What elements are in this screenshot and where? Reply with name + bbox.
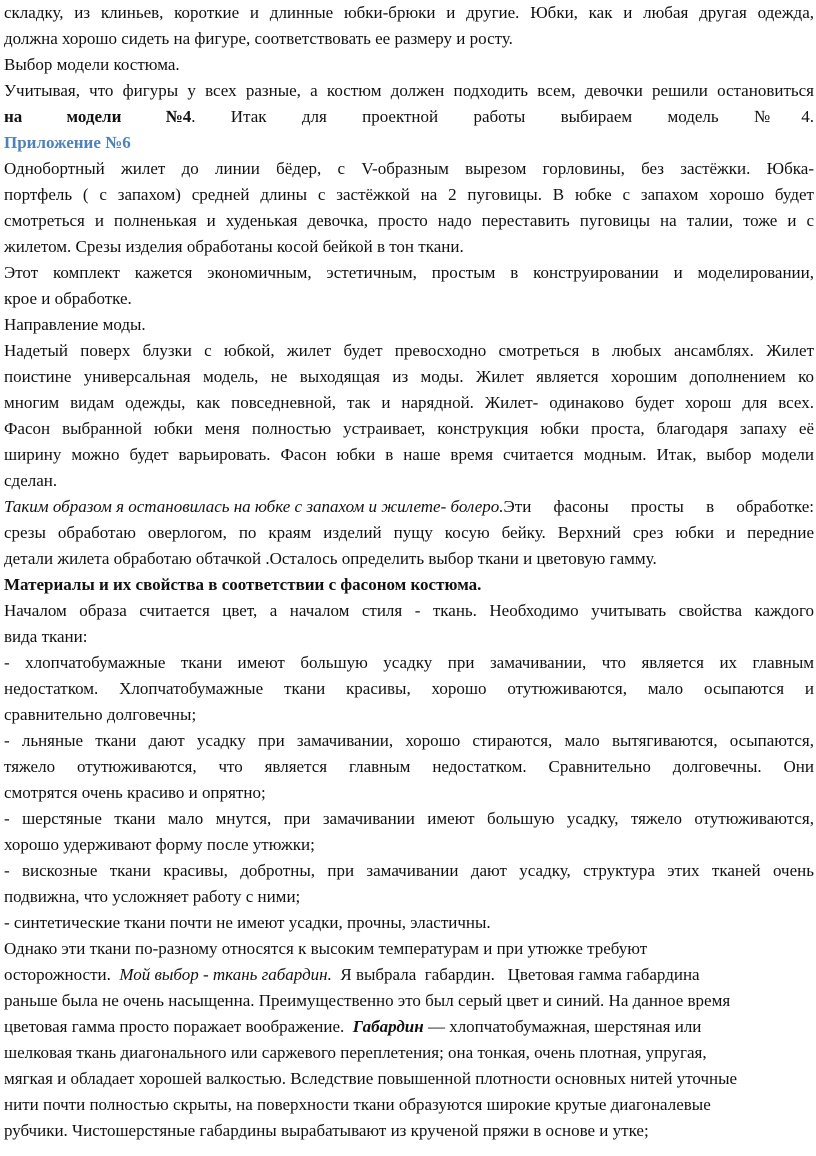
appendix-heading: Приложение №6 (4, 133, 131, 152)
text-line (4, 104, 814, 130)
text-line: смотреться и полненькая и худенькая девочка, просто надо переставить пуговицы на талии, тоже и с (4, 211, 814, 230)
text-line: сделан. (4, 471, 58, 490)
text-line (4, 1014, 814, 1040)
text-fragment: Эти фасоны просты в обработке: (503, 497, 814, 516)
text-line: нити почти полностью скрыты, на поверхности ткани образуются широкие крутые диагоналевые (4, 1095, 711, 1114)
list-item-line: - хлопчатобумажные ткани имеют большую усадку при замачивании, что является их главным (4, 653, 814, 672)
text-line: складку, из клиньев, короткие и длинные юбки-брюки и другие. Юбки, как и любая другая одежда, (4, 3, 814, 22)
text-line: многим видам одежды, как повседневной, так и нарядной. Жилет- одинаково будет хорош для всех. (4, 393, 814, 412)
text-line: хорошо удерживают форму после утюжки; (4, 835, 315, 854)
text-line: жилетом. Срезы изделия обработаны косой бейкой в тон ткани. (4, 237, 464, 256)
text-line: подвижна, что усложняет работу с ними; (4, 887, 301, 906)
text-line: Однобортный жилет до линии бёдер, с V-образным вырезом горловины, без застёжки. Юбка- (4, 159, 814, 178)
text-line: Выбор модели костюма. (4, 55, 180, 74)
bold-model-phrase: на модели №4 (4, 107, 192, 126)
text-line (4, 962, 814, 988)
bold-italic-term: Габардин (352, 1017, 424, 1036)
text-line: Началом образа считается цвет, а началом стиля - ткань. Необходимо учитывать свойства каждого (4, 601, 814, 620)
text-line: Учитывая, что фигуры у всех разные, а костюм должен подходить всем, девочки решили остановиться (4, 81, 814, 100)
text-line: портфель ( с запахом) средней длины с застёжкой на 2 пуговицы. В юбке с запахом хорошо будет (4, 185, 814, 204)
list-item-line: - шерстяные ткани мало мнутся, при замачивании имеют большую усадку, тяжело отутюживаются, (4, 809, 814, 828)
list-item-line: - вискозные ткани красивы, добротны, при замачивании дают усадку, структура этих тканей очень (4, 861, 814, 880)
list-item-line: - синтетические ткани почти не имеют усадки, прочны, эластичны. (4, 913, 491, 932)
text-fragment: Я выбрала габардин. Цветовая гамма габардина (331, 965, 700, 984)
italic-conclusion: Таким образом я остановилась на юбке с запахом и жилете- болеро. (4, 497, 504, 516)
text-line: сравнительно долговечны; (4, 705, 197, 724)
text-line: раньше была не очень насыщенна. Преимущественно это был серый цвет и синий. На данное время (4, 991, 731, 1010)
text-line: Однако эти ткани по-разному относятся к высоким температурам и при утюжке требуют (4, 939, 648, 958)
text-fragment: . Итак для проектной работы выбираем модель №4. (191, 107, 814, 126)
text-line: крое и обработке. (4, 289, 132, 308)
text-line: должна хорошо сидеть на фигуре, соответствовать ее размеру и росту. (4, 29, 513, 48)
text-fragment: цветовая гамма просто поражает воображение. (4, 1017, 353, 1036)
text-line: срезы обработаю оверлогом, по краям изделий пущу косую бейку. Верхний срез юбки и передние (4, 523, 814, 542)
text-line: Направление моды. (4, 315, 146, 334)
text-line: Фасон выбранной юбки меня полностью устраивает, конструкция юбки проста, благодаря запаху её (4, 419, 814, 438)
text-line: Надетый поверх блузки с юбкой, жилет будет превосходно смотреться в любых ансамблях. Жилет (4, 341, 814, 360)
text-line: тяжело отутюживаются, что является главным недостатком. Сравнительно долговечны. Они (4, 757, 814, 776)
text-line: недостатком. Хлопчатобумажные ткани красивы, хорошо отутюживаются, мало осыпаются и (4, 679, 814, 698)
text-line: детали жилета обработаю обтачкой .Осталось определить выбор ткани и цветовую гамму. (4, 549, 657, 568)
text-fragment: — хлопчатобумажная, шерстяная или (423, 1017, 702, 1036)
text-fragment: осторожности. (4, 965, 120, 984)
text-line (4, 494, 814, 520)
italic-choice: Мой выбор - ткань габардин. (119, 965, 332, 984)
list-item-line: - льняные ткани дают усадку при замачивании, хорошо стираются, мало вытягиваются, осыпаются, (4, 731, 814, 750)
text-line: поистине универсальная модель, не выходящая из моды. Жилет является хорошим дополнением ко (4, 367, 814, 386)
text-line: вида ткани: (4, 627, 88, 646)
text-line: шелковая ткань диагонального или саржевого переплетения; она тонкая, очень плотная, упругая, (4, 1043, 707, 1062)
text-line: смотрятся очень красиво и опрятно; (4, 783, 266, 802)
text-line: ширину можно будет варьировать. Фасон юбки в наше время считается модным. Итак, выбор модели (4, 445, 814, 464)
section-heading: Материалы и их свойства в соответствии с фасоном костюма. (4, 575, 482, 594)
text-line: рубчики. Чистошерстяные габардины вырабатывают из крученой пряжи в основе и утке; (4, 1121, 649, 1140)
text-line: мягкая и обладает хорошей валкостью. Вследствие повышенной плотности основных нитей уточные (4, 1069, 738, 1088)
text-line: Этот комплект кажется экономичным, эстетичным, простым в конструировании и моделировании, (4, 263, 814, 282)
